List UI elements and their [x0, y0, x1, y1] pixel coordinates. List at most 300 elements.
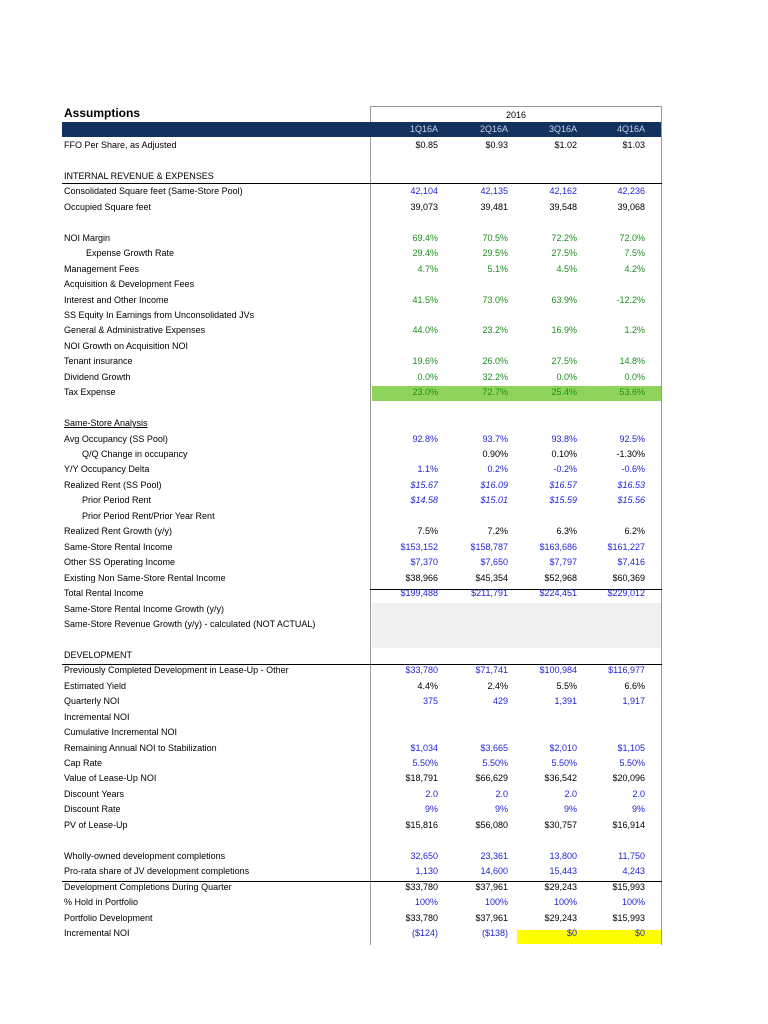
table-row — [62, 308, 662, 324]
cell-value: -0.6% — [621, 464, 645, 475]
quarter-header: 2Q16A — [479, 124, 508, 134]
row-label: Same-Store Analysis — [64, 418, 148, 429]
cell-value: $0.85 — [415, 140, 438, 150]
cell-value: 2.0 — [495, 788, 508, 799]
table-row — [62, 401, 662, 417]
cell-value: 23.0% — [412, 387, 438, 398]
table-row — [62, 138, 662, 154]
row-values — [372, 663, 662, 679]
cell-value: 0.0% — [624, 371, 645, 382]
row-values — [372, 370, 662, 386]
table-row — [62, 555, 662, 571]
cell-value: 9% — [424, 804, 438, 815]
row-label: Dividend Growth — [64, 371, 131, 382]
cell-value: 9% — [494, 804, 508, 815]
cell-value: 9% — [631, 804, 645, 815]
row-values — [372, 818, 662, 834]
cell-value: $14.58 — [410, 495, 438, 506]
cell-value: 4.5% — [556, 263, 577, 274]
table-row — [62, 478, 662, 494]
row-values — [372, 771, 662, 787]
cell-value: 42,135 — [480, 186, 508, 197]
cell-value: 69.4% — [412, 232, 438, 243]
cell-value: 7.5% — [624, 248, 645, 259]
cell-value: 29.4% — [412, 248, 438, 259]
table-row — [62, 184, 662, 200]
row-values — [372, 184, 662, 200]
cell-value: $1,034 — [410, 742, 438, 753]
cell-value: 1,917 — [622, 696, 645, 707]
cell-value: $3,665 — [480, 742, 508, 753]
table-row — [62, 293, 662, 309]
row-values — [372, 416, 662, 432]
row-label: % Hold in Portfolio — [64, 897, 139, 908]
row-values — [372, 571, 662, 587]
cell-value: 5.5% — [556, 680, 577, 691]
row-values — [372, 540, 662, 556]
row-values — [372, 277, 662, 293]
row-label: Pro-rata share of JV development completions — [64, 866, 250, 877]
row-label: Q/Q Change in occupancy — [82, 449, 188, 459]
cell-value: ($138) — [481, 927, 508, 938]
quarter-header: 4Q16A — [616, 124, 645, 134]
cell-value: $7,370 — [410, 557, 438, 568]
row-values — [372, 787, 662, 803]
cell-value: 42,236 — [617, 186, 645, 197]
cell-value: 53.6% — [619, 387, 645, 398]
cell-value: 5.50% — [619, 758, 645, 768]
cell-value: -1.30% — [616, 449, 645, 459]
row-label: General & Administrative Expenses — [64, 325, 206, 336]
cell-value: $100,984 — [539, 665, 577, 676]
table-row — [62, 153, 662, 169]
table-row — [62, 679, 662, 695]
cell-value: 2.0 — [425, 788, 438, 799]
cell-value: 0.0% — [556, 371, 577, 382]
table-row — [62, 694, 662, 710]
cell-value: $66,629 — [475, 773, 508, 784]
cell-value: $0.93 — [485, 140, 508, 150]
cell-value: $7,416 — [617, 557, 645, 568]
cell-value: 2.0 — [632, 788, 645, 799]
cell-value: $16.53 — [617, 479, 645, 490]
cell-value: $163,686 — [539, 541, 577, 552]
cell-value: 25.4% — [551, 387, 577, 398]
cell-value: $1.03 — [622, 140, 645, 150]
row-values — [372, 849, 662, 865]
row-label: Prior Period Rent/Prior Year Rent — [82, 510, 215, 521]
cell-value: $158,787 — [470, 541, 508, 552]
cell-value: 15,443 — [549, 866, 577, 877]
cell-value: 100% — [621, 897, 645, 908]
cell-value: $29,243 — [544, 881, 577, 892]
table-row — [62, 802, 662, 818]
row-label: Same-Store Rental Income Growth (y/y) — [64, 603, 225, 614]
cell-value: 23.2% — [482, 325, 508, 336]
row-values — [372, 895, 662, 911]
row-values — [372, 694, 662, 710]
row-label: INTERNAL REVENUE & EXPENSES — [64, 170, 214, 181]
table-row — [62, 849, 662, 865]
cell-value: $15.56 — [617, 495, 645, 506]
cell-value: 42,162 — [549, 186, 577, 197]
row-label: Portfolio Development — [64, 912, 153, 923]
cell-value: $33,780 — [405, 881, 438, 892]
table-row — [62, 926, 662, 942]
table-row — [62, 169, 662, 185]
sheet-title: Assumptions — [64, 106, 141, 120]
row-label: Value of Lease-Up NOI — [64, 773, 157, 784]
cell-value: 41.5% — [412, 294, 438, 305]
row-values — [372, 493, 662, 509]
cell-value: $0 — [566, 927, 577, 938]
cell-value: 72.2% — [551, 232, 577, 243]
row-values — [372, 725, 662, 741]
cell-value: $60,369 — [612, 572, 645, 583]
table-row — [62, 540, 662, 556]
table-row — [62, 524, 662, 540]
cell-value: $7,797 — [549, 557, 577, 568]
cell-value: 63.9% — [551, 294, 577, 305]
table-row — [62, 725, 662, 741]
table-row — [62, 432, 662, 448]
row-values — [372, 339, 662, 355]
table-row — [62, 741, 662, 757]
row-label: Discount Rate — [64, 804, 121, 815]
cell-value: 92.8% — [412, 433, 438, 444]
cell-value: $45,354 — [475, 572, 508, 583]
row-values — [372, 293, 662, 309]
table-row — [62, 787, 662, 803]
row-label: Estimated Yield — [64, 680, 127, 691]
cell-value: $15.01 — [480, 495, 508, 506]
row-values — [372, 880, 662, 896]
table-row — [62, 648, 662, 664]
row-values — [372, 462, 662, 478]
cell-value: -12.2% — [616, 294, 645, 305]
cell-value: $30,757 — [544, 819, 577, 830]
cell-value: $56,080 — [475, 819, 508, 830]
cell-value: 375 — [422, 696, 438, 707]
row-values — [372, 354, 662, 370]
row-label: Cumulative Incremental NOI — [64, 727, 178, 738]
cell-value: 429 — [492, 696, 508, 707]
cell-value: 19.6% — [412, 356, 438, 367]
cell-value: $2,010 — [549, 742, 577, 753]
row-label: Management Fees — [64, 263, 140, 274]
cell-value: 7.2% — [487, 526, 508, 537]
cell-value: $15.67 — [410, 479, 438, 490]
cell-value: $211,791 — [471, 588, 508, 599]
row-values — [372, 926, 662, 942]
table-row — [62, 215, 662, 231]
quarter-header: 3Q16A — [548, 124, 577, 134]
cell-value: $71,741 — [475, 665, 508, 676]
cell-value: 11,750 — [618, 850, 645, 861]
cell-value: 6.3% — [556, 526, 577, 537]
table-row — [62, 262, 662, 278]
table-row — [62, 602, 662, 618]
table-row — [62, 323, 662, 339]
cell-value: $15,816 — [405, 819, 438, 830]
row-label: Existing Non Same-Store Rental Income — [64, 572, 226, 583]
cell-value: 70.5% — [482, 232, 508, 243]
cell-value: $36,542 — [544, 773, 577, 784]
cell-value: 13,800 — [549, 850, 577, 861]
row-label: Tenant insurance — [64, 356, 133, 367]
table-row — [62, 246, 662, 262]
cell-value: 72.7% — [482, 387, 508, 398]
row-values — [372, 200, 662, 216]
cell-value: 39,068 — [617, 201, 645, 212]
row-label: Cap Rate — [64, 758, 103, 768]
table-row — [62, 231, 662, 247]
table-row — [62, 771, 662, 787]
table-row — [62, 493, 662, 509]
quarter-header-bar — [62, 122, 662, 137]
row-values — [372, 756, 662, 772]
row-label: Same-Store Rental Income — [64, 541, 173, 552]
row-label: Expense Growth Rate — [86, 248, 175, 259]
row-values — [372, 802, 662, 818]
row-label: Realized Rent (SS Pool) — [64, 479, 162, 490]
row-values — [372, 308, 662, 324]
cell-value: $52,968 — [544, 572, 577, 583]
table-row — [62, 447, 662, 463]
cell-value: 23,361 — [480, 850, 508, 861]
row-values — [372, 385, 662, 401]
row-label: NOI Growth on Acquisition NOI — [64, 340, 189, 351]
cell-value: 5.50% — [551, 758, 577, 768]
cell-value: 1,391 — [554, 696, 577, 707]
row-label: Tax Expense — [64, 387, 116, 398]
row-label: Y/Y Occupancy Delta — [64, 464, 150, 475]
row-label: SS Equity In Earnings from Unconsolidated JVs — [64, 309, 255, 320]
cell-value: 32,650 — [410, 850, 438, 861]
table-row — [62, 416, 662, 432]
cell-value: 16.9% — [551, 325, 577, 336]
table-row — [62, 833, 662, 849]
cell-value: 0.2% — [487, 464, 508, 475]
cell-value: $7,650 — [480, 557, 508, 568]
table-row — [62, 277, 662, 293]
cell-value: ($124) — [411, 927, 438, 938]
row-label: Quarterly NOI — [64, 696, 120, 707]
row-values — [372, 478, 662, 494]
table-row — [62, 710, 662, 726]
row-values — [372, 710, 662, 726]
cell-value: 93.8% — [551, 433, 577, 444]
cell-value: 14.8% — [619, 356, 645, 367]
table-row — [62, 756, 662, 772]
cell-value: 27.5% — [551, 248, 577, 259]
cell-value: 100% — [414, 897, 438, 908]
quarter-header: 1Q16A — [409, 124, 438, 134]
row-values — [372, 169, 662, 185]
cell-value: 39,073 — [410, 201, 438, 212]
cell-value: 92.5% — [619, 433, 645, 444]
cell-value: $16,914 — [612, 819, 645, 830]
cell-value: 4.7% — [417, 263, 438, 274]
row-values — [372, 401, 662, 417]
row-values — [372, 153, 662, 169]
cell-value: 2.0 — [564, 788, 577, 799]
row-values — [372, 215, 662, 231]
row-label: PV of Lease-Up — [64, 819, 128, 830]
table-row — [62, 663, 662, 679]
row-values — [372, 602, 662, 618]
row-label: Occupied Square feet — [64, 201, 152, 212]
row-values — [372, 679, 662, 695]
cell-value: 0.0% — [417, 371, 438, 382]
table-row — [62, 586, 662, 602]
row-label: Incremental NOI — [64, 927, 130, 938]
cell-value: 100% — [553, 897, 577, 908]
row-label: Acquisition & Development Fees — [64, 279, 195, 290]
cell-value: 14,600 — [480, 866, 508, 877]
cell-value: 5.50% — [482, 758, 508, 768]
cell-value: 1,130 — [415, 866, 438, 877]
row-label: Same-Store Revenue Growth (y/y) - calculated (NOT ACTUAL) — [64, 618, 316, 629]
table-row — [62, 895, 662, 911]
cell-value: $18,791 — [405, 773, 438, 784]
row-values — [372, 432, 662, 448]
cell-value: 39,481 — [480, 201, 508, 212]
cell-value: $20,096 — [612, 773, 645, 784]
row-values — [372, 864, 662, 880]
cell-value: $38,966 — [405, 572, 438, 583]
cell-value: 4.4% — [417, 680, 438, 691]
row-label: Previously Completed Development in Lease-Up - Other — [64, 665, 289, 676]
row-values — [372, 524, 662, 540]
row-values — [372, 632, 662, 648]
cell-value: $153,152 — [400, 541, 438, 552]
cell-value: 6.6% — [624, 680, 645, 691]
cell-value: 5.50% — [412, 758, 438, 768]
cell-value: -0.2% — [553, 464, 577, 475]
cell-value: $33,780 — [405, 912, 438, 923]
year-header: 2016 — [370, 106, 662, 122]
row-label: Consolidated Square feet (Same-Store Pool) — [64, 186, 243, 197]
cell-value: $161,227 — [607, 541, 645, 552]
cell-value: $224,451 — [539, 588, 577, 599]
cell-value: 93.7% — [482, 433, 508, 444]
row-label: Avg Occupancy (SS Pool) — [64, 433, 168, 444]
row-values — [372, 262, 662, 278]
cell-value: 4.2% — [624, 263, 645, 274]
cell-value: 2.4% — [487, 680, 508, 691]
table-row — [62, 370, 662, 386]
row-label: Interest and Other Income — [64, 294, 169, 305]
cell-value: 72.0% — [619, 232, 645, 243]
row-label: Realized Rent Growth (y/y) — [64, 526, 173, 537]
row-values — [372, 833, 662, 849]
cell-value: 27.5% — [551, 356, 577, 367]
row-values — [372, 138, 662, 154]
table-row — [62, 880, 662, 896]
table-row — [62, 462, 662, 478]
cell-value: $37,961 — [475, 912, 508, 923]
cell-value: 44.0% — [412, 325, 438, 336]
table-row — [62, 354, 662, 370]
row-values — [372, 447, 662, 463]
cell-value: $16.57 — [549, 479, 577, 490]
cell-value: 39,548 — [549, 201, 577, 212]
table-row — [62, 632, 662, 648]
cell-value: $15,993 — [612, 912, 645, 923]
table-row — [62, 864, 662, 880]
cell-value: $33,780 — [405, 665, 438, 676]
cell-value: 0.10% — [551, 449, 577, 459]
row-label: FFO Per Share, as Adjusted — [64, 140, 177, 150]
cell-value: 5.1% — [487, 263, 508, 274]
cell-value: $15.59 — [549, 495, 577, 506]
cell-value: $0 — [634, 927, 645, 938]
cell-value: 4,243 — [622, 866, 645, 877]
table-row — [62, 911, 662, 927]
cell-value: $1,105 — [617, 742, 645, 753]
cell-value: $15,993 — [612, 881, 645, 892]
cell-value: 9% — [563, 804, 577, 815]
cell-value: 73.0% — [482, 294, 508, 305]
cell-value: $229,012 — [607, 588, 645, 599]
row-label: Incremental NOI — [64, 711, 130, 722]
row-values — [372, 323, 662, 339]
row-values — [372, 586, 662, 602]
table-row — [62, 818, 662, 834]
table-row — [62, 509, 662, 525]
row-label: Development Completions During Quarter — [64, 881, 232, 892]
row-values — [372, 741, 662, 757]
row-label: Other SS Operating Income — [64, 557, 176, 568]
row-label: Discount Years — [64, 788, 125, 799]
cell-value: 100% — [484, 897, 508, 908]
table-row — [62, 200, 662, 216]
row-values — [372, 648, 662, 664]
cell-value: 26.0% — [482, 356, 508, 367]
row-values — [372, 231, 662, 247]
row-label: Prior Period Rent — [82, 495, 152, 506]
cell-value: $116,977 — [608, 665, 645, 676]
table-row — [62, 617, 662, 633]
cell-value: 1.2% — [624, 325, 645, 336]
cell-value: $199,488 — [400, 588, 438, 599]
cell-value: $1.02 — [554, 140, 577, 150]
row-label: DEVELOPMENT — [64, 649, 133, 660]
row-label: NOI Margin — [64, 232, 111, 243]
cell-value: $37,961 — [475, 881, 508, 892]
cell-value: 1.1% — [417, 464, 438, 475]
row-label: Total Rental Income — [64, 588, 144, 599]
row-values — [372, 555, 662, 571]
table-row — [62, 571, 662, 587]
cell-value: 32.2% — [482, 371, 508, 382]
row-values — [372, 509, 662, 525]
cell-value: 6.2% — [624, 526, 645, 537]
cell-value: 0.90% — [482, 449, 508, 459]
row-label: Wholly-owned development completions — [64, 850, 226, 861]
row-values — [372, 617, 662, 633]
row-label: Remaining Annual NOI to Stabilization — [64, 742, 217, 753]
cell-value: 29.5% — [482, 248, 508, 259]
row-values — [372, 911, 662, 927]
cell-value: $16.09 — [480, 479, 508, 490]
cell-value: 7.5% — [417, 526, 438, 537]
cell-value: 42,104 — [410, 186, 438, 197]
table-row — [62, 339, 662, 355]
row-values — [372, 246, 662, 262]
cell-value: $29,243 — [544, 912, 577, 923]
